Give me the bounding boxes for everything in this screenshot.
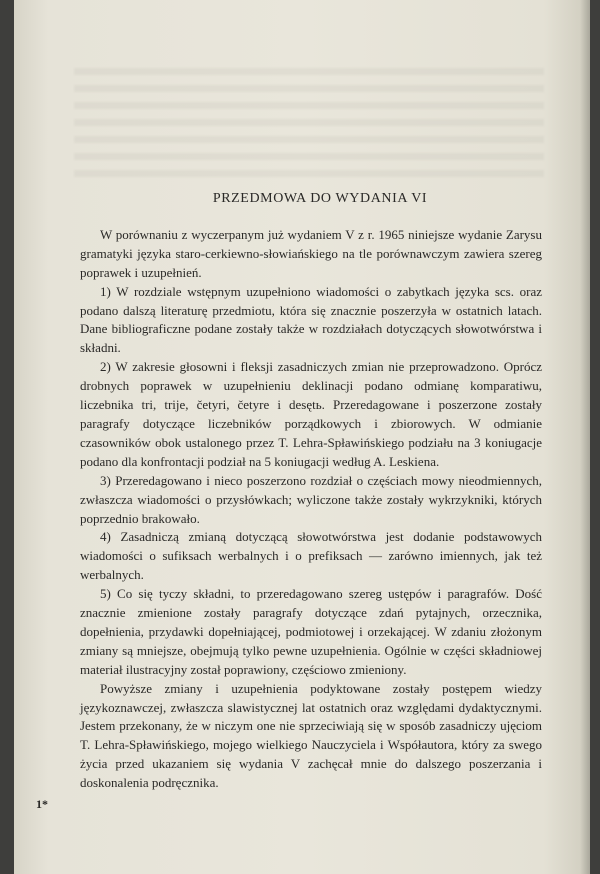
page-edge-shadow [580,0,590,874]
paragraph-4: 4) Zasadniczą zmianą dotyczącą słowotwórstwa jest dodanie podstawowych wiadomości o sufiksach werbalnych i o prefiksach — zarówno imiennych, jak też werbalnych. [80,529,542,583]
preface-text [80,190,542,793]
paragraph-5: 5) Co się tyczy składni, to przeredagowano szereg ustępów i paragrafów. Dość znacznie zmienione zostały paragrafy dotyczące zdań pytajnych, orzecznika, dopełnienia, przydawki dopełniającej, podmiotowej i orzekającej. W zdaniu złożonym zmiany są mniejsze, obejmują tylko pewne uzupełnienia. Ogólnie w części składniowej materiał ilustracyjny został poprawiony, częściowo zmieniony. [80,586,542,677]
bleed-through-text [74,68,544,178]
page-title: PRZEDMOWA DO WYDANIA VI [212,191,428,206]
signature-mark: 1* [36,797,48,811]
paragraph-intro: W porównaniu z wyczerpanym już wydaniem V z r. 1965 niniejsze wydanie Zarysu gramatyki języka staro-cerkiewno-słowiańskiego na tle porównawczym zawiera szereg poprawek i uzupełnień. [80,226,542,280]
book-page [14,0,590,874]
paragraph-1: 1) W rozdziale wstępnym uzupełniono wiadomości o zabytkach języka scs. oraz podano dalszą literaturę przedmiotu, która się znacznie poszerzyła w ostatnich latach. Dane bibliograficzne podane zostały także w rozdziałach dotyczących słowotwórstwa i składni. [80,283,542,356]
paragraph-2: 2) W zakresie głosowni i fleksji zasadniczych zmian nie przeprowadzono. Oprócz drobnych poprawek w uzupełnieniu deklinacji podano odmianę komparatiwu, liczebnika tri, trije, četyri, četyre i desętь. Przeredagowane i poszerzone zostały paragrafy dotyczące liczebników porządkowych i zbiorowych. W odmianie czasowników obok ustalonego przez T. Lehra-Spławińskiego podziału na 3 koniugacje podano dla konfrontacji podział na 5 koniugacji według A. Leskiena. [80,359,542,469]
paragraph-closing: Powyższe zmiany i uzupełnienia podyktowane zostały postępem wiedzy językoznawczej, zwłaszcza slawistycznej lat ostatnich oraz względami dydaktycznymi. Jestem przekonany, że w niczym one nie sprzeciwiają się w sposób zasadniczy ujęciom T. Lehra-Spławińskiego, mojego wielkiego Nauczyciela i Współautora, który za swego życia przed ukazaniem się wydania V zachęcał mnie do dalszego poszerzania i doskonalenia podręcznika. [80,680,542,791]
paragraph-3: 3) Przeredagowano i nieco poszerzono rozdział o częściach mowy nieodmiennych, zwłaszcza wiadomości o przysłówkach; wyliczone także zostały wykrzykniki, których poprzednio brakowało. [80,472,542,526]
